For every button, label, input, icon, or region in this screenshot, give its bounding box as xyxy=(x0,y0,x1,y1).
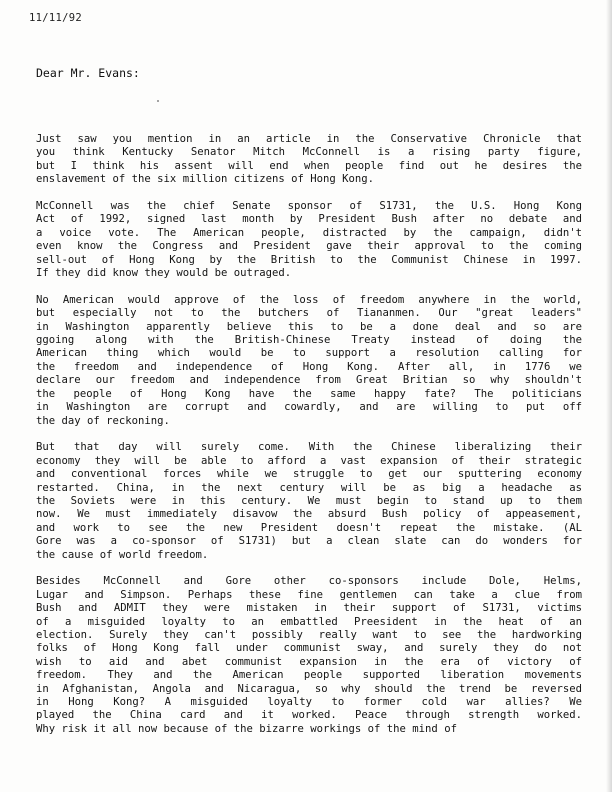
paragraph-2 xyxy=(36,200,582,280)
paragraph-3 xyxy=(36,294,582,428)
text-line: No American would approve of the loss of freedom anywhere in the world, xyxy=(36,293,582,306)
text-line: freedom. They and the American people supported liberation movements xyxy=(36,669,582,682)
text-line: Bush and ADMIT they were mistaken in their support of S1731, victims xyxy=(36,602,582,615)
text-line: and work to see the new President doesn't repeat the mistake. (AL xyxy=(36,521,582,534)
text-line: restarted. China, in the next century will be as big a headache as xyxy=(36,481,582,494)
text-line: of a misguided loyalty to an embattled Preesident in the heat of an xyxy=(36,615,582,628)
text-line: sell-out of Hong Kong by the British to the Communist Chinese in 1997. xyxy=(36,253,582,266)
text-line: election. Surely they can't possibly really want to see the hardworking xyxy=(36,628,582,641)
text-line: enslavement of the six million citizens of Hong Kong. xyxy=(36,173,375,186)
letter-body xyxy=(36,133,582,750)
text-line: now. We must immediately disavow the absurd Bush policy of appeasement, xyxy=(36,508,582,521)
text-line: economy they will be able to afford a vast expansion of their strategic xyxy=(36,454,582,467)
text-line: and conventional forces while we struggle to get our sputtering economy xyxy=(36,468,582,481)
letter-date: 11/11/92 xyxy=(29,12,82,24)
text-line: in Washington are corrupt and cowardly, and are willing to put off xyxy=(36,401,582,414)
text-line: but I think his assent will end when people find out he desires the xyxy=(36,159,582,172)
text-line: Besides McConnell and Gore other co-sponsors include Dole, Helms, xyxy=(36,575,582,588)
text-line: in Washington apparently believe this to be a done deal and so are xyxy=(36,320,582,333)
text-line: ggoing along with the British-Chinese Treaty instead of doing the xyxy=(36,334,582,347)
text-line: played the China card and it worked. Peace through strength worked. xyxy=(36,709,582,722)
text-line: wish to aid and abet communist expansion in the era of victory of xyxy=(36,655,582,668)
text-line: Gore was a co-sponsor of S1731) but a clean slate can do wonders for xyxy=(36,535,582,548)
text-line: the cause of world freedom. xyxy=(36,548,209,561)
text-line: Act of 1992, signed last month by President Bush after no debate and xyxy=(36,213,582,226)
text-line: Why risk it all now because of the bizarre workings of the mind of xyxy=(36,722,457,735)
paragraph-5 xyxy=(36,575,582,736)
text-line: folks of Hong Kong fall under communist sway, and surely they do not xyxy=(36,642,582,655)
salutation: Dear Mr. Evans: xyxy=(36,66,140,80)
paragraph-1 xyxy=(36,133,582,187)
page-edge-shadow xyxy=(606,0,612,792)
paragraph-4 xyxy=(36,441,582,562)
paper-speck xyxy=(157,100,159,102)
text-line: Lugar and Simpson. Perhaps these fine gentlemen can take a clue from xyxy=(36,588,582,601)
text-line: you think Kentucky Senator Mitch McConnell is a rising party figure, xyxy=(36,146,582,159)
text-line: in Hong Kong? A misguided loyalty to former cold war allies? We xyxy=(36,696,582,708)
text-line: the Soviets were in this century. We must begin to stand up to them xyxy=(36,494,582,507)
text-line: the people of Hong Kong have the same happy fate? The politicians xyxy=(36,387,582,400)
text-line: declare our freedom and independence from Great Britian so why shouldn't xyxy=(36,374,582,387)
text-line: but especially not to the butchers of Tiananmen. Our "great leaders" xyxy=(36,307,582,320)
text-line: American thing which would be to support a resolution calling for xyxy=(36,347,582,360)
text-line: Just saw you mention in an article in the Conservative Chronicle that xyxy=(36,133,582,145)
text-line: the day of reckoning. xyxy=(36,414,170,427)
text-line: If they did know they would be outraged. xyxy=(36,267,292,280)
text-line: the freedom and independence of Hong Kong. After all, in 1776 we xyxy=(36,360,582,373)
text-line: in Afghanistan, Angola and Nicaragua, so why should the trend be reversed xyxy=(36,682,582,695)
text-line: McConnell was the chief Senate sponsor of S1731, the U.S. Hong Kong xyxy=(36,200,582,213)
text-line: But that day will surely come. With the Chinese liberalizing their xyxy=(36,441,582,454)
text-line: even know the Congress and President gave their approval to the coming xyxy=(36,240,582,253)
text-line: a voice vote. The American people, distracted by the campaign, didn't xyxy=(36,226,582,239)
